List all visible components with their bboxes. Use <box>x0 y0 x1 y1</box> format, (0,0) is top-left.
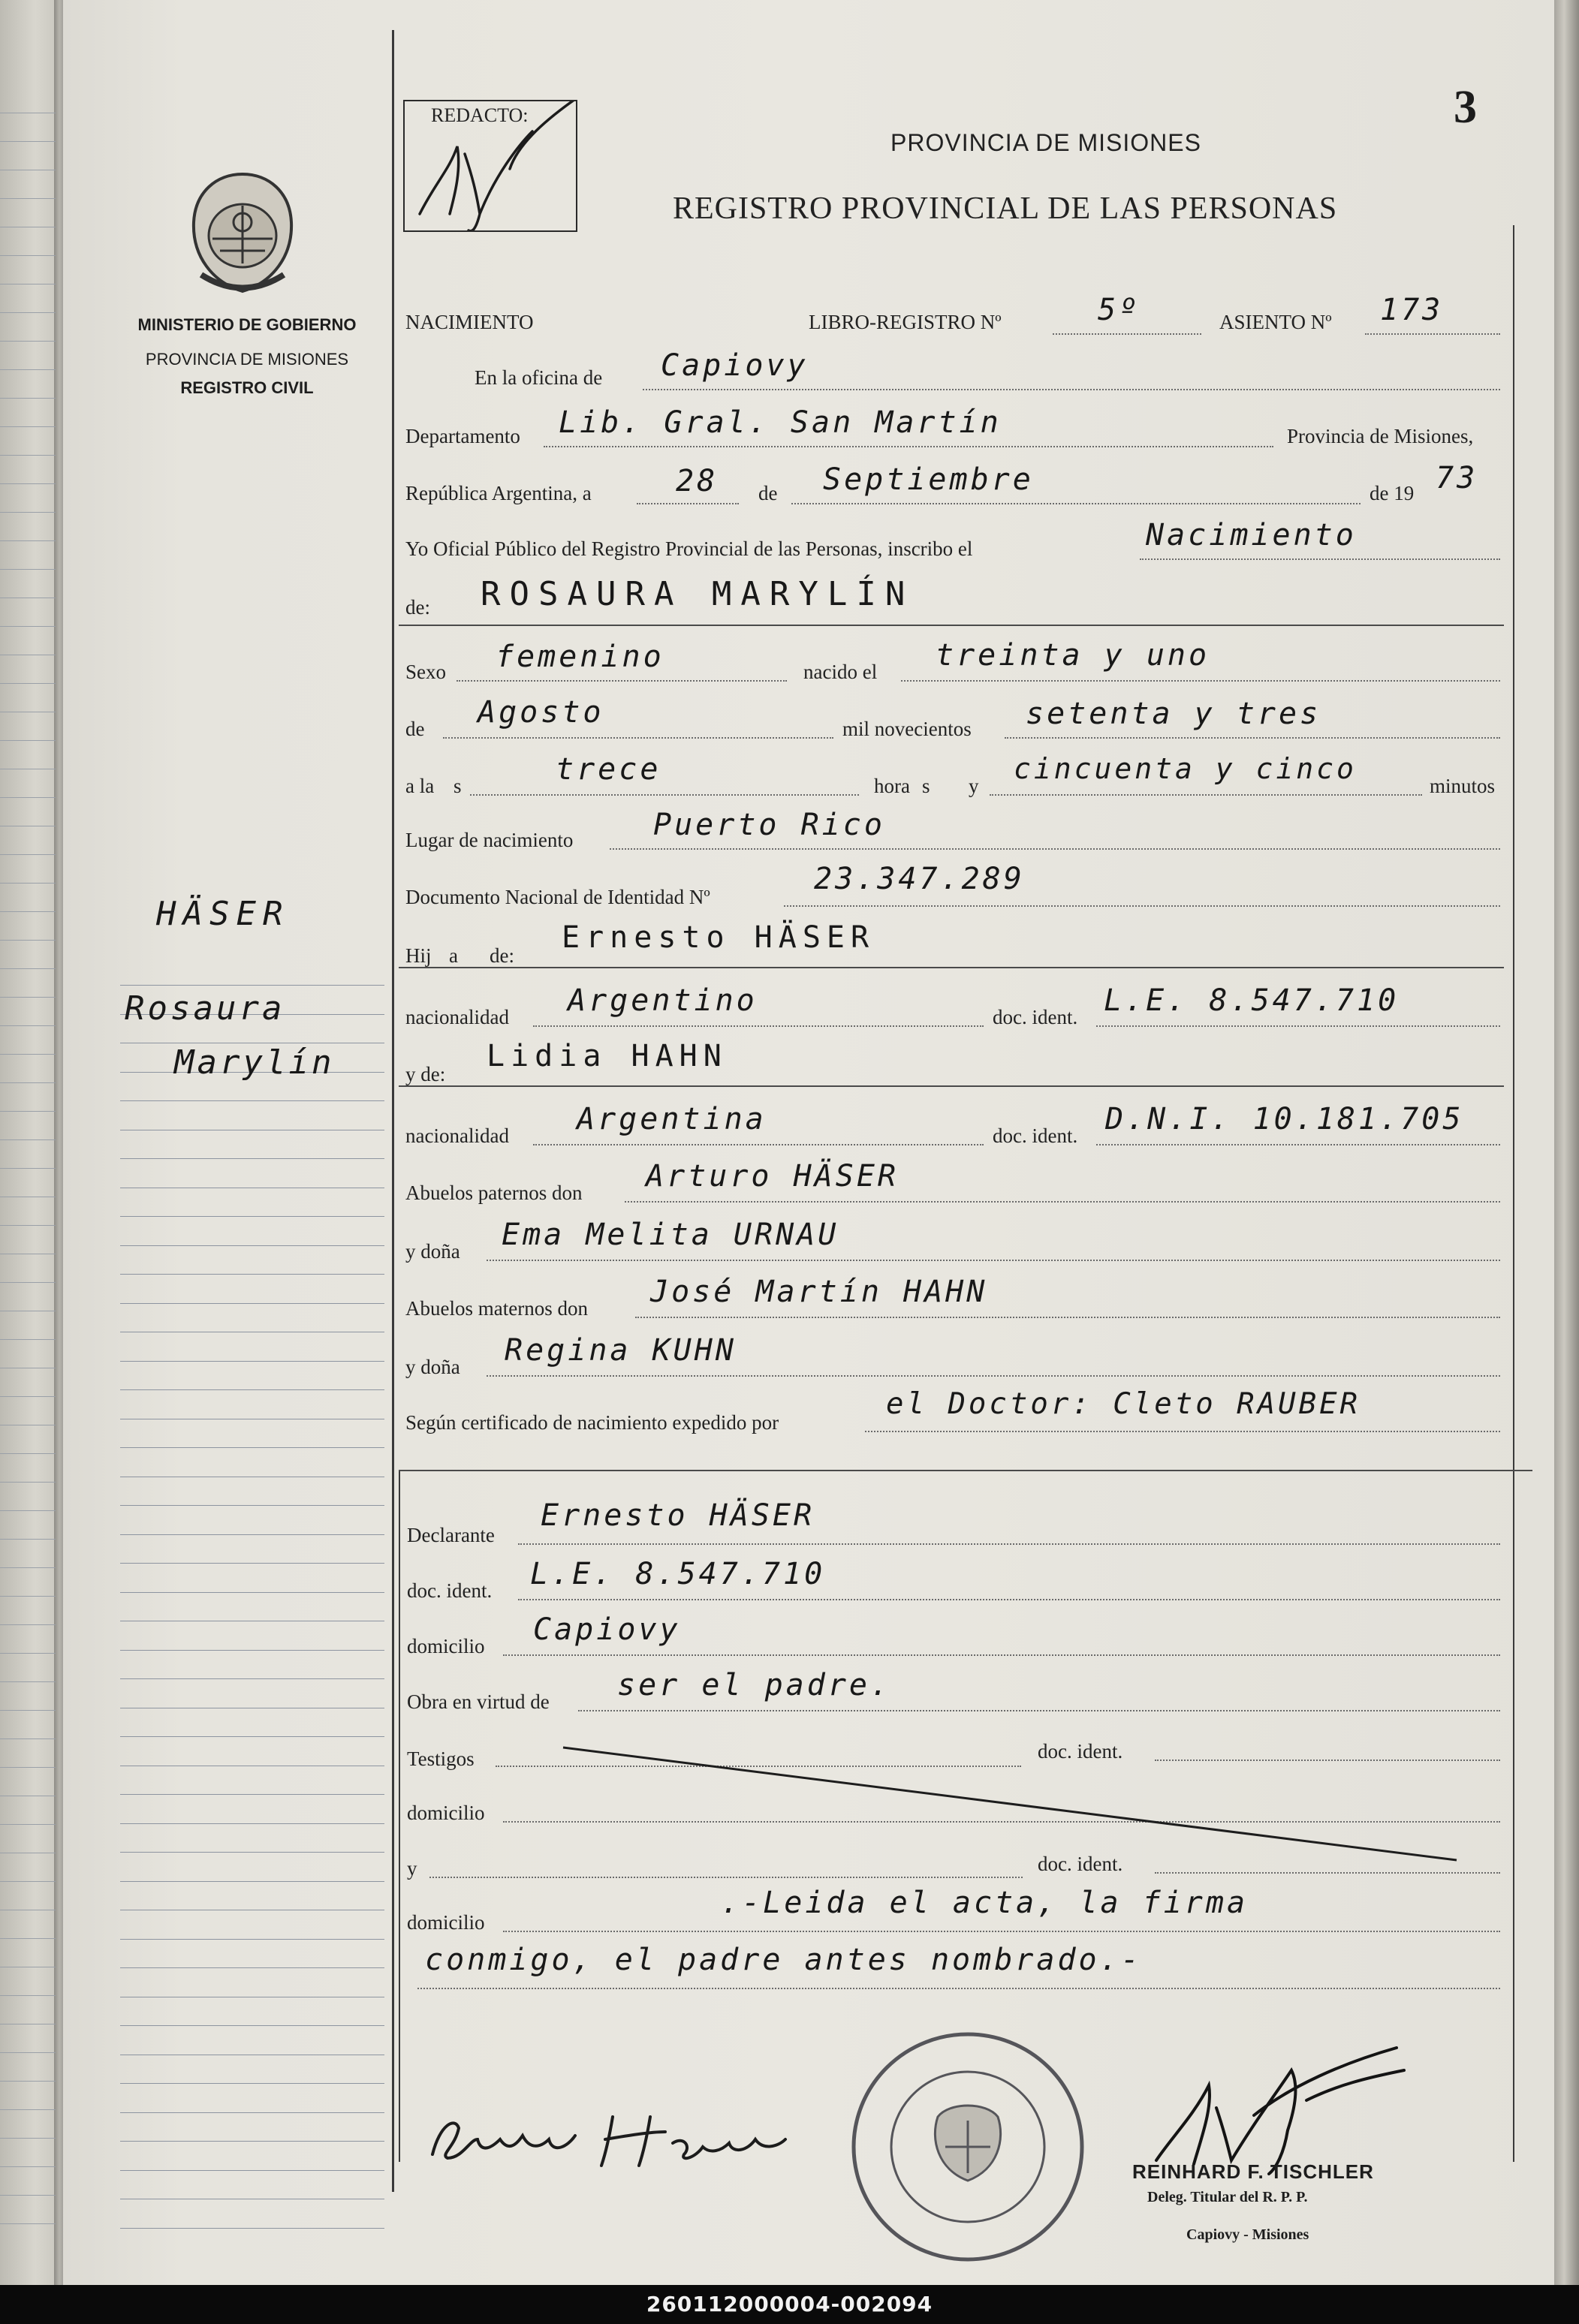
act-type-label: NACIMIENTO <box>405 311 534 333</box>
ab-mat-dona-value: Regina KUHN <box>505 1333 737 1368</box>
void-strike-line <box>556 1740 1487 1868</box>
year-prefix: de 19 <box>1370 482 1415 504</box>
cert-dots <box>865 1431 1500 1432</box>
official-title: Deleg. Titular del R. P. P. <box>1147 2189 1308 2205</box>
horas-label: hora <box>874 775 910 797</box>
margin-rule-line <box>120 1389 384 1390</box>
month-dots <box>791 503 1361 504</box>
left-rule-line <box>0 1339 56 1340</box>
redacto-box <box>403 100 577 232</box>
ab-mat-label: Abuelos maternos don <box>405 1297 588 1320</box>
alas-s-label: s <box>454 775 462 797</box>
cert-value: el Doctor: Cleto RAUBER <box>886 1387 1361 1421</box>
asiento-dots <box>1365 333 1500 335</box>
margin-rule-line <box>120 1361 384 1362</box>
dni-dots <box>784 905 1500 907</box>
lugar-label: Lugar de nacimiento <box>405 829 574 851</box>
de-label: de <box>758 482 778 504</box>
margin-rule-line <box>120 1650 384 1651</box>
mother-nac-label: nacionalidad <box>405 1124 509 1147</box>
margin-rule-line <box>120 1678 384 1679</box>
ministry-line3: REGISTRO CIVIL <box>180 378 314 397</box>
official-name: REINHARD F. TISCHLER <box>1132 2160 1374 2183</box>
margin-rule-line <box>120 1592 384 1593</box>
closing-line-2: conmigo, el padre antes nombrado.- <box>425 1943 1142 1977</box>
alas-label: a la <box>405 775 435 797</box>
ministry-line1: MINISTERIO DE GOBIERNO <box>137 315 357 334</box>
cert-label: Según certificado de nacimiento expedido por <box>405 1411 779 1434</box>
declarante-dots <box>518 1543 1500 1545</box>
hija-de-label: de: <box>490 944 514 967</box>
dni-value: 23.347.289 <box>814 862 1025 896</box>
left-rule-line <box>0 312 56 313</box>
margin-given-name-1: Rosaura <box>125 989 285 1028</box>
father-doc-label: doc. ident. <box>993 1006 1078 1028</box>
t-y-label: y <box>407 1857 417 1880</box>
oficina-value: Capiovy <box>661 348 809 383</box>
official-place: Capiovy - Misiones <box>1186 2226 1309 2243</box>
testigos-doc-label: doc. ident. <box>1038 1740 1123 1763</box>
nacido-label: nacido el <box>803 661 878 683</box>
father-nac-label: nacionalidad <box>405 1006 509 1028</box>
margin-rule-line <box>120 1939 384 1940</box>
declarant-signature <box>425 2094 830 2177</box>
left-rule-line <box>0 883 56 884</box>
left-rule-line <box>0 540 56 541</box>
left-rule-line <box>0 1767 56 1768</box>
t-y-doc-label: doc. ident. <box>1038 1853 1123 1875</box>
lugar-dots <box>610 848 1500 850</box>
left-rule-line <box>0 2166 56 2167</box>
margin-rule-line <box>120 985 384 986</box>
mother-doc-value: D.N.I. 10.181.705 <box>1105 1102 1464 1136</box>
ab-mat-dots <box>635 1317 1500 1318</box>
sexo-label: Sexo <box>405 661 446 683</box>
ab-pat-dona-label: y doña <box>405 1240 460 1263</box>
left-rule-line <box>0 911 56 912</box>
left-rule-line <box>0 1710 56 1711</box>
registry-title: REGISTRO PROVINCIAL DE LAS PERSONAS <box>673 191 1338 226</box>
left-rule-line <box>0 1025 56 1026</box>
ab-pat-dona-value: Ema Melita URNAU <box>502 1218 839 1252</box>
left-rule-line <box>0 1082 56 1083</box>
decl-doc-label: doc. ident. <box>407 1579 493 1602</box>
mother-name-value: Lidia HAHN <box>487 1039 728 1073</box>
day-dots <box>637 503 739 504</box>
declarante-value: Ernesto HÄSER <box>541 1498 815 1533</box>
left-rule-line <box>0 1168 56 1169</box>
ab-pat-label: Abuelos paternos don <box>405 1182 583 1204</box>
libro-label: LIBRO-REGISTRO Nº <box>809 311 1002 333</box>
ab-pat-value: Arturo HÄSER <box>646 1159 899 1194</box>
left-rule-line <box>0 398 56 399</box>
left-rule-line <box>0 1453 56 1454</box>
left-rule-line <box>0 2052 56 2053</box>
margin-rule-line <box>120 2170 384 2171</box>
closing-line-1: .-Leida el acta, la firma <box>721 1886 1249 1920</box>
left-rule-line <box>0 1282 56 1283</box>
margin-rule-line <box>120 1505 384 1506</box>
oficial-value: Nacimiento <box>1146 518 1357 552</box>
t-y-doc-dots <box>1155 1872 1500 1874</box>
oficial-label: Yo Oficial Público del Registro Provincial de las Personas, inscribo el <box>405 537 973 560</box>
margin-rule-line <box>120 2083 384 2084</box>
left-rule-line <box>0 2138 56 2139</box>
mother-yde-label: y de: <box>405 1063 446 1085</box>
left-rule-line <box>0 626 56 627</box>
left-rule-line <box>0 968 56 969</box>
nacido-dots <box>901 680 1500 682</box>
provincia-label: Provincia de Misiones, <box>1287 425 1474 447</box>
left-rule-line <box>0 2109 56 2110</box>
left-rule-line <box>0 2223 56 2224</box>
margin-rule-line <box>120 1274 384 1275</box>
left-rule-line <box>0 1738 56 1739</box>
name-de-label: de: <box>405 596 430 619</box>
hija-label: Hij <box>405 944 432 967</box>
t-y-dots <box>429 1877 1023 1878</box>
father-nac-dots <box>533 1025 984 1027</box>
obra-label: Obra en virtud de <box>407 1690 550 1713</box>
left-rule-line <box>0 854 56 855</box>
margin-rule-line <box>120 1823 384 1824</box>
left-rule-line <box>0 1567 56 1568</box>
margin-surname: HÄSER <box>156 895 290 933</box>
mother-doc-label: doc. ident. <box>993 1124 1078 1147</box>
domicilio-label: domicilio <box>407 1635 485 1657</box>
left-rule-line <box>0 1824 56 1825</box>
left-rule-line <box>0 483 56 484</box>
day-value: 28 <box>676 464 719 498</box>
departamento-label: Departamento <box>405 425 520 447</box>
father-doc-value: L.E. 8.547.710 <box>1104 983 1400 1018</box>
mil-label: mil novecientos <box>842 718 972 740</box>
decl-doc-dots <box>518 1599 1500 1600</box>
left-rule-line <box>0 1938 56 1939</box>
mes-de-label: de <box>405 718 425 740</box>
mother-nac-value: Argentina <box>577 1102 767 1136</box>
hora-value: trece <box>556 752 661 787</box>
left-rule-line <box>0 369 56 370</box>
asiento-value: 173 <box>1380 293 1444 327</box>
registry-stamp <box>844 2027 1092 2267</box>
margin-rule-line <box>120 1967 384 1968</box>
hora-dots <box>470 794 859 796</box>
margin-rule-line <box>120 2141 384 2142</box>
left-rule-line <box>0 426 56 427</box>
mes-value: Agosto <box>478 695 604 730</box>
left-rule-line <box>0 1139 56 1140</box>
separator-father <box>399 967 1504 968</box>
ab-mat-value: José Martín HAHN <box>650 1275 988 1309</box>
asiento-label: ASIENTO Nº <box>1219 311 1332 333</box>
left-rule-line <box>0 1539 56 1540</box>
left-rule-line <box>0 1396 56 1397</box>
margin-rule-line <box>120 1794 384 1795</box>
testigos-label: Testigos <box>407 1748 475 1770</box>
left-rule-line <box>0 255 56 256</box>
t-domicilio2-dots <box>503 1931 1500 1932</box>
separator-name <box>399 625 1504 626</box>
margin-rule-line <box>120 1100 384 1101</box>
margin-given-name-2: Marylín <box>174 1043 335 1082</box>
year-suffix: 73 <box>1436 461 1478 495</box>
left-rule-line <box>0 1596 56 1597</box>
left-rule-line <box>0 797 56 798</box>
oficina-label: En la oficina de <box>475 366 603 389</box>
margin-rule-line <box>120 1881 384 1882</box>
margin-rule-line <box>120 1216 384 1217</box>
margin-rule-line <box>120 2112 384 2113</box>
father-doc-dots <box>1096 1025 1500 1027</box>
left-rule-line <box>0 2195 56 2196</box>
margin-rule-line <box>120 1852 384 1853</box>
departamento-value: Lib. Gral. San Martín <box>559 405 1002 440</box>
margin-rule-line <box>120 2025 384 2026</box>
sexo-value: femenino <box>496 640 664 674</box>
official-signature <box>1141 2040 1412 2175</box>
left-rule-line <box>0 1054 56 1055</box>
margin-rule-line <box>120 1447 384 1448</box>
anio-dots <box>1005 737 1500 739</box>
margin-rule-line <box>120 1245 384 1246</box>
margin-rule-line <box>120 1563 384 1564</box>
child-name-value: ROSAURA MARYLÍN <box>481 575 915 613</box>
margin-rule-line <box>120 2228 384 2229</box>
oficina-dots <box>643 389 1500 390</box>
horas-s-label: s <box>922 775 930 797</box>
margin-rule-line <box>120 1158 384 1159</box>
left-rule-line <box>0 1995 56 1996</box>
left-rule-line <box>0 1624 56 1625</box>
margin-rule-line <box>120 1736 384 1737</box>
left-rule-line <box>0 198 56 199</box>
left-rule-line <box>0 1482 56 1483</box>
anio-value: setenta y tres <box>1026 697 1321 731</box>
province-title: PROVINCIA DE MISIONES <box>890 129 1201 156</box>
nacido-value: treinta y uno <box>936 638 1210 673</box>
mother-nac-dots <box>533 1144 984 1145</box>
mes-dots <box>443 737 833 739</box>
page-number: 3 <box>1454 82 1477 133</box>
dni-label: Documento Nacional de Identidad Nº <box>405 886 710 908</box>
ab-pat-dots <box>625 1201 1500 1203</box>
father-nac-value: Argentino <box>568 983 758 1018</box>
separator-declarant <box>399 1470 1532 1471</box>
left-rule-line <box>0 940 56 941</box>
libro-value: 5º <box>1098 293 1141 327</box>
ministry-line2: PROVINCIA DE MISIONES <box>145 350 349 369</box>
separator-mother <box>399 1085 1504 1087</box>
domicilio-value: Capiovy <box>533 1612 681 1647</box>
obra-value: ser el padre. <box>617 1668 892 1702</box>
minutos-dots <box>990 794 1422 796</box>
left-page-edge <box>0 0 59 2285</box>
margin-rule-line <box>120 1534 384 1535</box>
frame-left-line <box>392 30 394 2192</box>
father-name-value: Ernesto HÄSER <box>562 920 875 955</box>
province-emblem-icon <box>186 170 299 297</box>
redacto-initials-signature <box>405 101 576 230</box>
ab-pat-dona-dots <box>487 1260 1500 1261</box>
minutos-value: cincuenta y cinco <box>1014 752 1357 785</box>
y-label: y <box>969 775 979 797</box>
ab-mat-dona-label: y doña <box>405 1356 460 1378</box>
republica-label: República Argentina, a <box>405 482 592 504</box>
frame-right-line <box>1513 225 1514 2162</box>
margin-rule-line <box>120 1303 384 1304</box>
left-rule-line <box>0 997 56 998</box>
left-rule-line <box>0 2081 56 2082</box>
domicilio-dots <box>503 1654 1500 1656</box>
left-rule-line <box>0 569 56 570</box>
left-rule-line <box>0 512 56 513</box>
left-rule-line <box>0 1681 56 1682</box>
decl-doc-value: L.E. 8.547.710 <box>530 1557 826 1591</box>
ab-mat-dona-dots <box>487 1375 1500 1377</box>
left-rule-line <box>0 1510 56 1511</box>
frame-inner-line <box>399 1471 400 2162</box>
obra-dots <box>578 1710 1500 1711</box>
left-rule-line <box>0 1653 56 1654</box>
closing-dots <box>417 1988 1500 1989</box>
redacto-label: REDACTO: <box>431 104 529 126</box>
lugar-value: Puerto Rico <box>653 808 885 842</box>
left-rule-line <box>0 141 56 142</box>
left-rule-line <box>0 455 56 456</box>
left-rule-line <box>0 1111 56 1112</box>
t-domicilio2-label: domicilio <box>407 1911 485 1934</box>
archive-id-footer: 260112000004-002094 <box>0 2285 1579 2324</box>
month-value: Septiembre <box>823 462 1034 497</box>
page-edge <box>1554 0 1579 2285</box>
left-rule-line <box>0 1881 56 1882</box>
oficial-dots <box>1140 558 1500 560</box>
left-rule-line <box>0 341 56 342</box>
hija-suffix-label: a <box>449 944 458 967</box>
libro-dots <box>1053 333 1201 335</box>
left-rule-line <box>0 740 56 741</box>
t-domicilio-label: domicilio <box>407 1802 485 1824</box>
departamento-dots <box>544 446 1273 447</box>
left-rule-line <box>0 683 56 684</box>
sexo-dots <box>457 680 787 682</box>
minutos-label: minutos <box>1430 775 1496 797</box>
declarante-label: Declarante <box>407 1524 495 1546</box>
left-rule-line <box>0 1225 56 1226</box>
mother-doc-dots <box>1096 1144 1500 1145</box>
